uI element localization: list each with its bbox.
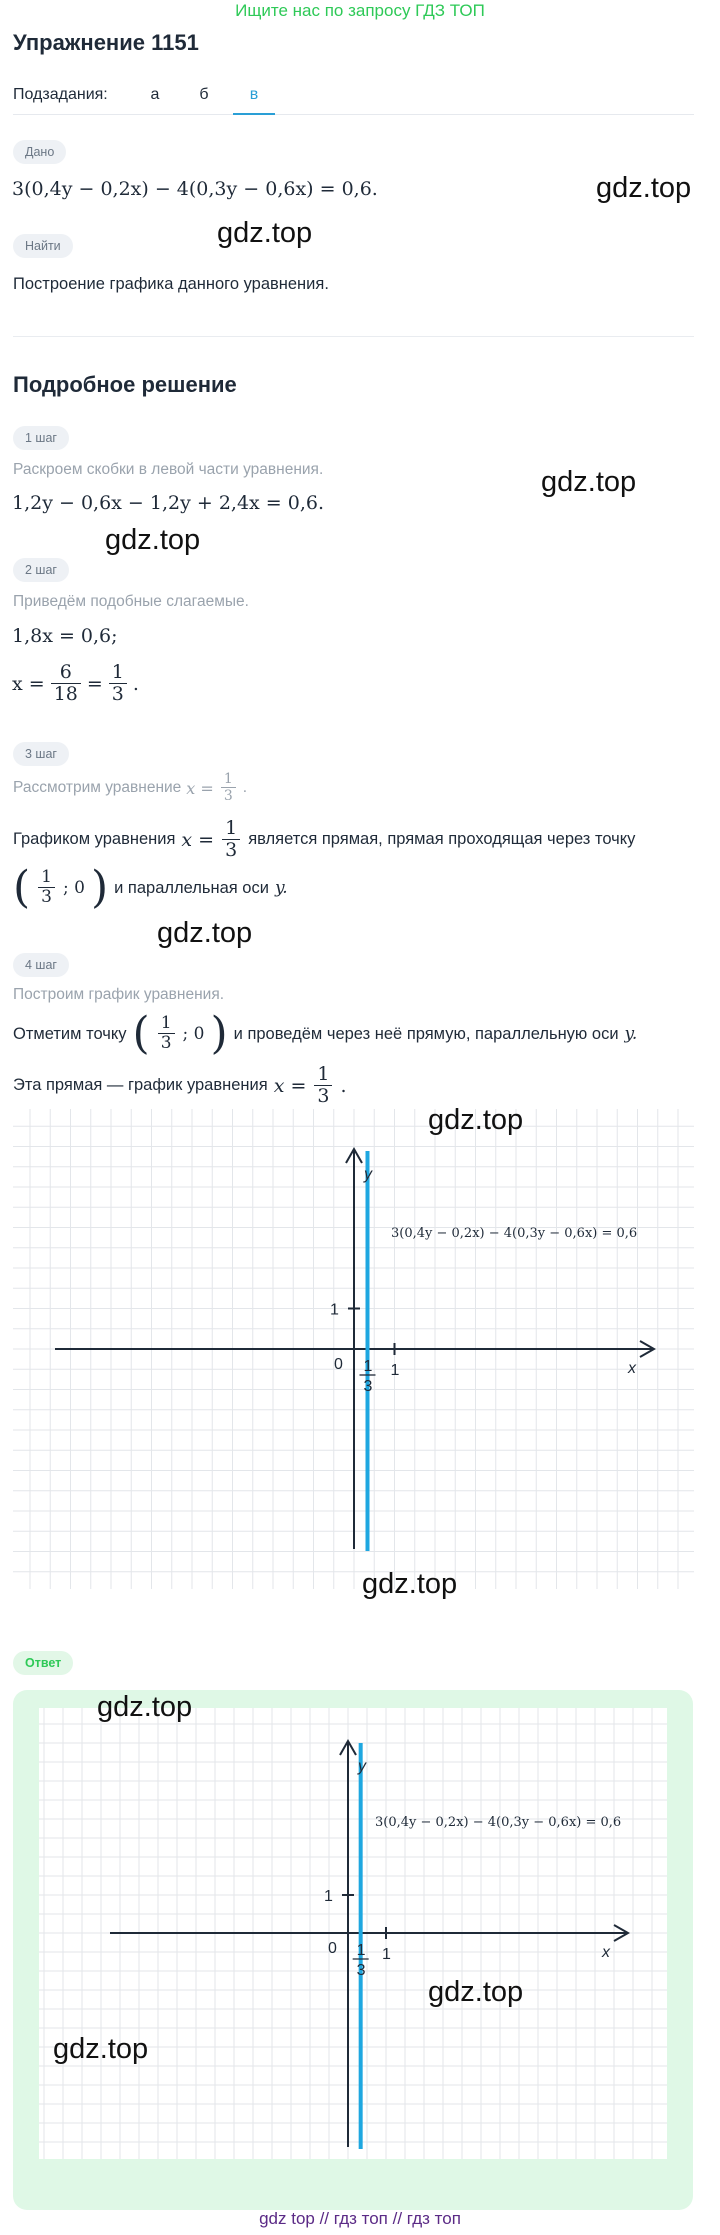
line-equation-label: 3(0,4y − 0,2x) − 4(0,3y − 0,6x) = 0,6 (375, 1815, 622, 1830)
promo-banner[interactable]: Ищите нас по запросу ГДЗ ТОП (235, 1, 485, 20)
x-axis-label: x (628, 1360, 636, 1377)
x-tick-label-third-den: 3 (356, 1962, 366, 1979)
step3-chip: 3 шаг (13, 742, 69, 766)
watermark: gdz.top (362, 1568, 458, 1600)
step2-fraction-1-3: $\frac{1}{3}$ (109, 662, 127, 706)
line-equation-label: 3(0,4y − 0,2x) − 4(0,3y − 0,6x) = 0,6 (391, 1226, 638, 1241)
step2-note: Приведём подобные слагаемые. (13, 593, 249, 610)
step1-equation: 1,2y − 0,6x − 1,2y + 2,4x = 0,6. (12, 492, 325, 514)
step2-x: x = (12, 672, 45, 695)
x-axis-label: x (602, 1944, 610, 1961)
watermark: gdz.top (217, 217, 313, 249)
step2-chip: 2 шаг (13, 558, 69, 582)
x-tick-label-1: 1 (382, 1946, 391, 1963)
footer-links[interactable]: gdz top // гдз топ // гдз топ (259, 2209, 461, 2228)
graph-answer (39, 1708, 667, 2159)
step1-chip: 1 шаг (13, 426, 69, 450)
step3-text1: Графиком уравнения x = $\frac{1}{3}$ является прямая, прямая проходящая через точку (13, 817, 636, 861)
subtask-tab-a[interactable]: а (150, 86, 160, 103)
step2-line1: 1,8x = 0,6; (12, 625, 118, 647)
tabs-divider (13, 114, 694, 115)
watermark: gdz.top (157, 917, 253, 949)
x-tick-label-1: 1 (390, 1362, 400, 1379)
subtask-tab-v[interactable]: в (249, 86, 259, 103)
y-tick-label-1: 1 (330, 1301, 339, 1319)
y-tick-label-1: 1 (324, 1888, 333, 1905)
watermark: gdz.top (105, 524, 201, 556)
watermark: gdz.top (53, 2033, 149, 2065)
origin-label: 0 (328, 1940, 337, 1957)
step4-chip: 4 шаг (13, 953, 69, 977)
active-tab-indicator (233, 113, 275, 115)
given-chip: Дано (13, 140, 66, 164)
watermark: gdz.top (596, 172, 692, 204)
step2-fraction-6-18: $\frac{6}{18}$ (51, 662, 81, 706)
find-text: Построение графика данного уравнения. (13, 275, 329, 293)
page-title: Упражнение 1151 (13, 30, 199, 55)
step4-text1: Отметим точку ( $\frac{1}{3}$ ; 0 ) и проведём через неё прямую, параллельную оси y. (13, 1008, 638, 1059)
solution-heading: Подробное решение (13, 372, 237, 397)
graph-step4 (13, 1109, 694, 1589)
step4-text2: Эта прямая — график уравнения x = $\frac{1}{3}$ . (13, 1063, 347, 1107)
subtasks-label: Подзадания: (13, 86, 108, 103)
step1-note: Раскроем скобки в левой части уравнения. (13, 461, 324, 478)
y-axis-label: y (358, 1758, 366, 1775)
subtask-tab-b[interactable]: б (199, 86, 209, 103)
x-tick-label-third-num: 1 (363, 1358, 373, 1375)
step3-note: Рассмотрим уравнение x = $\frac{1}{3}$ . (13, 771, 248, 805)
find-chip: Найти (13, 234, 73, 258)
step4-note: Построим график уравнения. (13, 986, 225, 1003)
x-tick-label-third-den: 3 (363, 1378, 373, 1395)
watermark: gdz.top (428, 1976, 524, 2008)
step2-line2: x = $\frac{6}{18}$ = $\frac{1}{3}$ . (12, 661, 139, 705)
step3-text2: ( $\frac{1}{3}$ ; 0 ) и параллельная оси y. (13, 862, 288, 913)
section-divider (13, 336, 694, 337)
origin-label: 0 (334, 1356, 343, 1373)
watermark: gdz.top (97, 1691, 193, 1723)
x-tick-label-third-num: 1 (356, 1942, 366, 1959)
given-equation: 3(0,4y − 0,2x) − 4(0,3y − 0,6x) = 0,6. (12, 178, 378, 200)
watermark: gdz.top (541, 466, 637, 498)
answer-chip: Ответ (13, 1651, 73, 1675)
watermark: gdz.top (428, 1104, 524, 1136)
y-axis-label: y (364, 1166, 372, 1183)
